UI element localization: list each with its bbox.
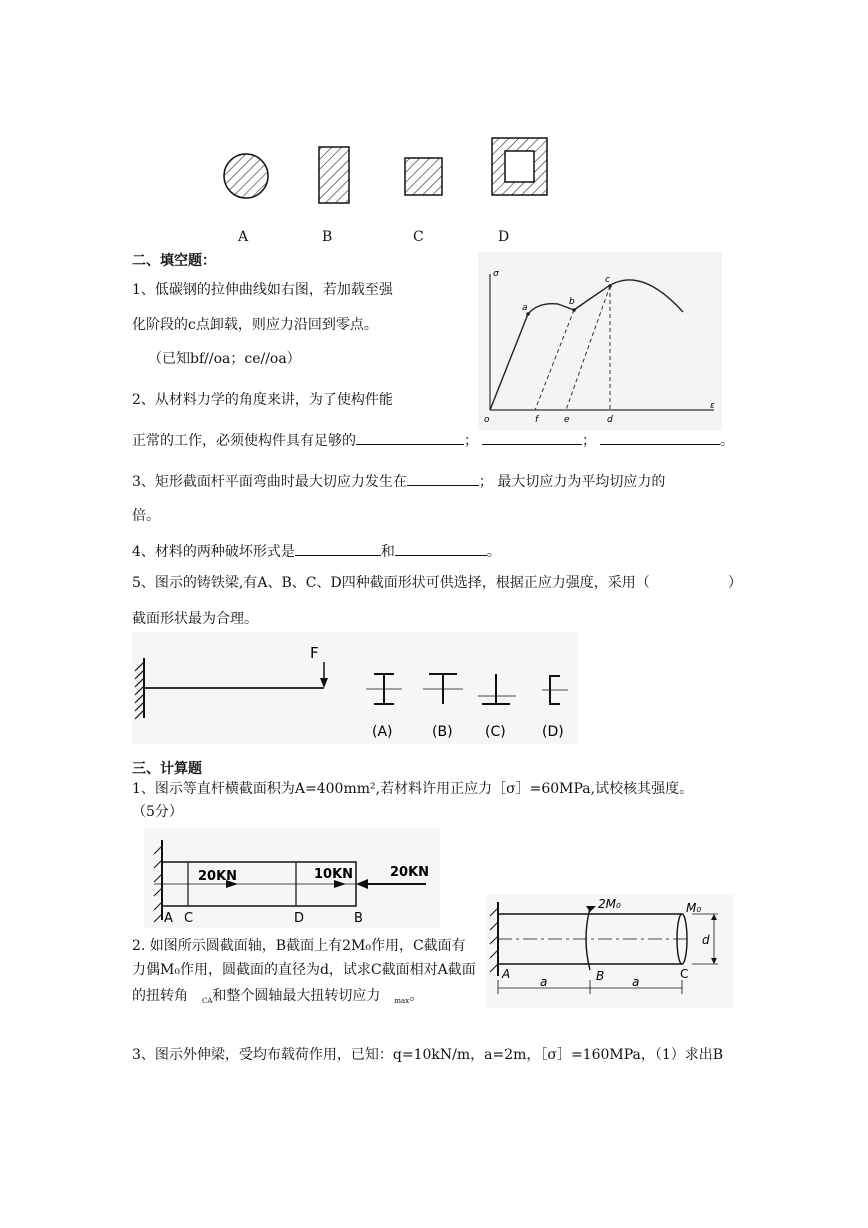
shaft-point-b: B <box>596 969 605 983</box>
shape-label-c: C <box>413 229 424 245</box>
p2-line2: 力偶M₀作用，圆截面的直径为d，试求C截面相对A截面 <box>132 962 476 978</box>
cross-section-shapes <box>200 130 580 220</box>
p1-line1: 1、图示等直杆横截面积为A=400mm²,若材料许用正应力［σ］=60MPa,试校核其强度。 <box>132 781 694 797</box>
blank-1[interactable] <box>356 430 464 445</box>
shape-label-b: B <box>322 229 333 245</box>
dim-d: d <box>702 933 710 947</box>
shape-label-d: D <box>498 229 510 245</box>
q3-line1: 3、矩形截面杆平面弯曲时最大切应力发生在 ； 最大切应力为平均切应力的 <box>132 471 665 491</box>
section-heading-fill-in: 二、填空题： <box>132 253 216 269</box>
label-d: d <box>607 415 613 425</box>
load-20kn-c: 20KN <box>198 869 238 884</box>
q2-line2: 正常的工作，必须使构件具有足够的 ； ； 。 <box>132 430 734 450</box>
blank-4[interactable] <box>407 471 479 486</box>
moment-m0: M₀ <box>686 901 702 915</box>
label-f: f <box>535 415 539 425</box>
torsion-shaft-figure <box>486 894 734 1008</box>
axial-bar-figure <box>144 828 440 928</box>
label-e: e <box>564 415 570 425</box>
load-10kn-d: 10KN <box>314 867 354 882</box>
dim-a-1: a <box>540 975 548 989</box>
shape-b-rect <box>319 147 349 203</box>
p2-line1: 2. 如图所示圆截面轴，B截面上有2M₀作用，C截面有 <box>132 938 466 954</box>
label-o: o <box>484 415 490 425</box>
p1-line2: （5分） <box>132 804 183 820</box>
q1-line2: 化阶段的c点卸载，则应力沿回到零点。 <box>132 317 378 333</box>
section-label-c: (C) <box>485 724 506 740</box>
section-label-d: (D) <box>542 724 564 740</box>
q2-line1: 2、从材料力学的角度来讲，为了使构件能 <box>132 392 393 408</box>
q4-line: 4、材料的两种破坏形式是 和 。 <box>132 541 501 561</box>
p2-line3: 的扭转角 $_{CA}$和整个圆轴最大扭转切应力 $_{max}$。 <box>132 988 424 1005</box>
dim-a-2: a <box>632 975 640 989</box>
label-a: a <box>522 303 528 313</box>
shaft-point-a: A <box>502 967 511 981</box>
p3-line1: 3、图示外伸梁，受均布载荷作用，已知：q=10kN/m，a=2m，［σ］=160MPa，（1）求出B <box>132 1047 724 1063</box>
label-b: b <box>569 297 575 307</box>
q5-paren-close: ） <box>728 575 742 591</box>
shape-a-circle <box>224 154 268 198</box>
q5-line1: 5、图示的铸铁梁,有A、B、C、D四种截面形状可供选择，根据正应力强度，采用（ <box>132 575 650 591</box>
label-c: c <box>605 275 610 285</box>
section-label-a: (A) <box>372 724 393 740</box>
shaft-point-c: C <box>680 967 689 981</box>
moment-2m0: 2M₀ <box>598 897 621 911</box>
shape-c-square <box>405 158 442 195</box>
force-label-f: F <box>310 644 319 662</box>
cantilever-beam-figure <box>132 632 578 744</box>
section-heading-calc: 三、计算题 <box>132 761 202 777</box>
blank-5[interactable] <box>295 541 381 556</box>
point-b: B <box>354 911 363 926</box>
q5-line2: 截面形状最为合理。 <box>132 611 258 627</box>
blank-6[interactable] <box>395 541 487 556</box>
q1-line1: 1、低碳钢的拉伸曲线如右图，若加载至强 <box>132 282 393 298</box>
q3-line2: 倍。 <box>132 508 160 524</box>
q1-line3: （已知bf//oa；ce//oa） <box>148 351 301 367</box>
blank-3[interactable] <box>600 430 720 445</box>
point-c: C <box>184 911 194 926</box>
shape-label-a: A <box>238 229 249 245</box>
section-label-b: (B) <box>432 724 453 740</box>
blank-2[interactable] <box>482 430 582 445</box>
label-epsilon: ε <box>710 401 715 411</box>
stress-strain-diagram <box>478 252 722 430</box>
point-a: A <box>164 911 173 926</box>
label-sigma: σ <box>493 269 499 279</box>
load-20kn-b: 20KN <box>390 865 430 880</box>
point-d: D <box>294 911 305 926</box>
